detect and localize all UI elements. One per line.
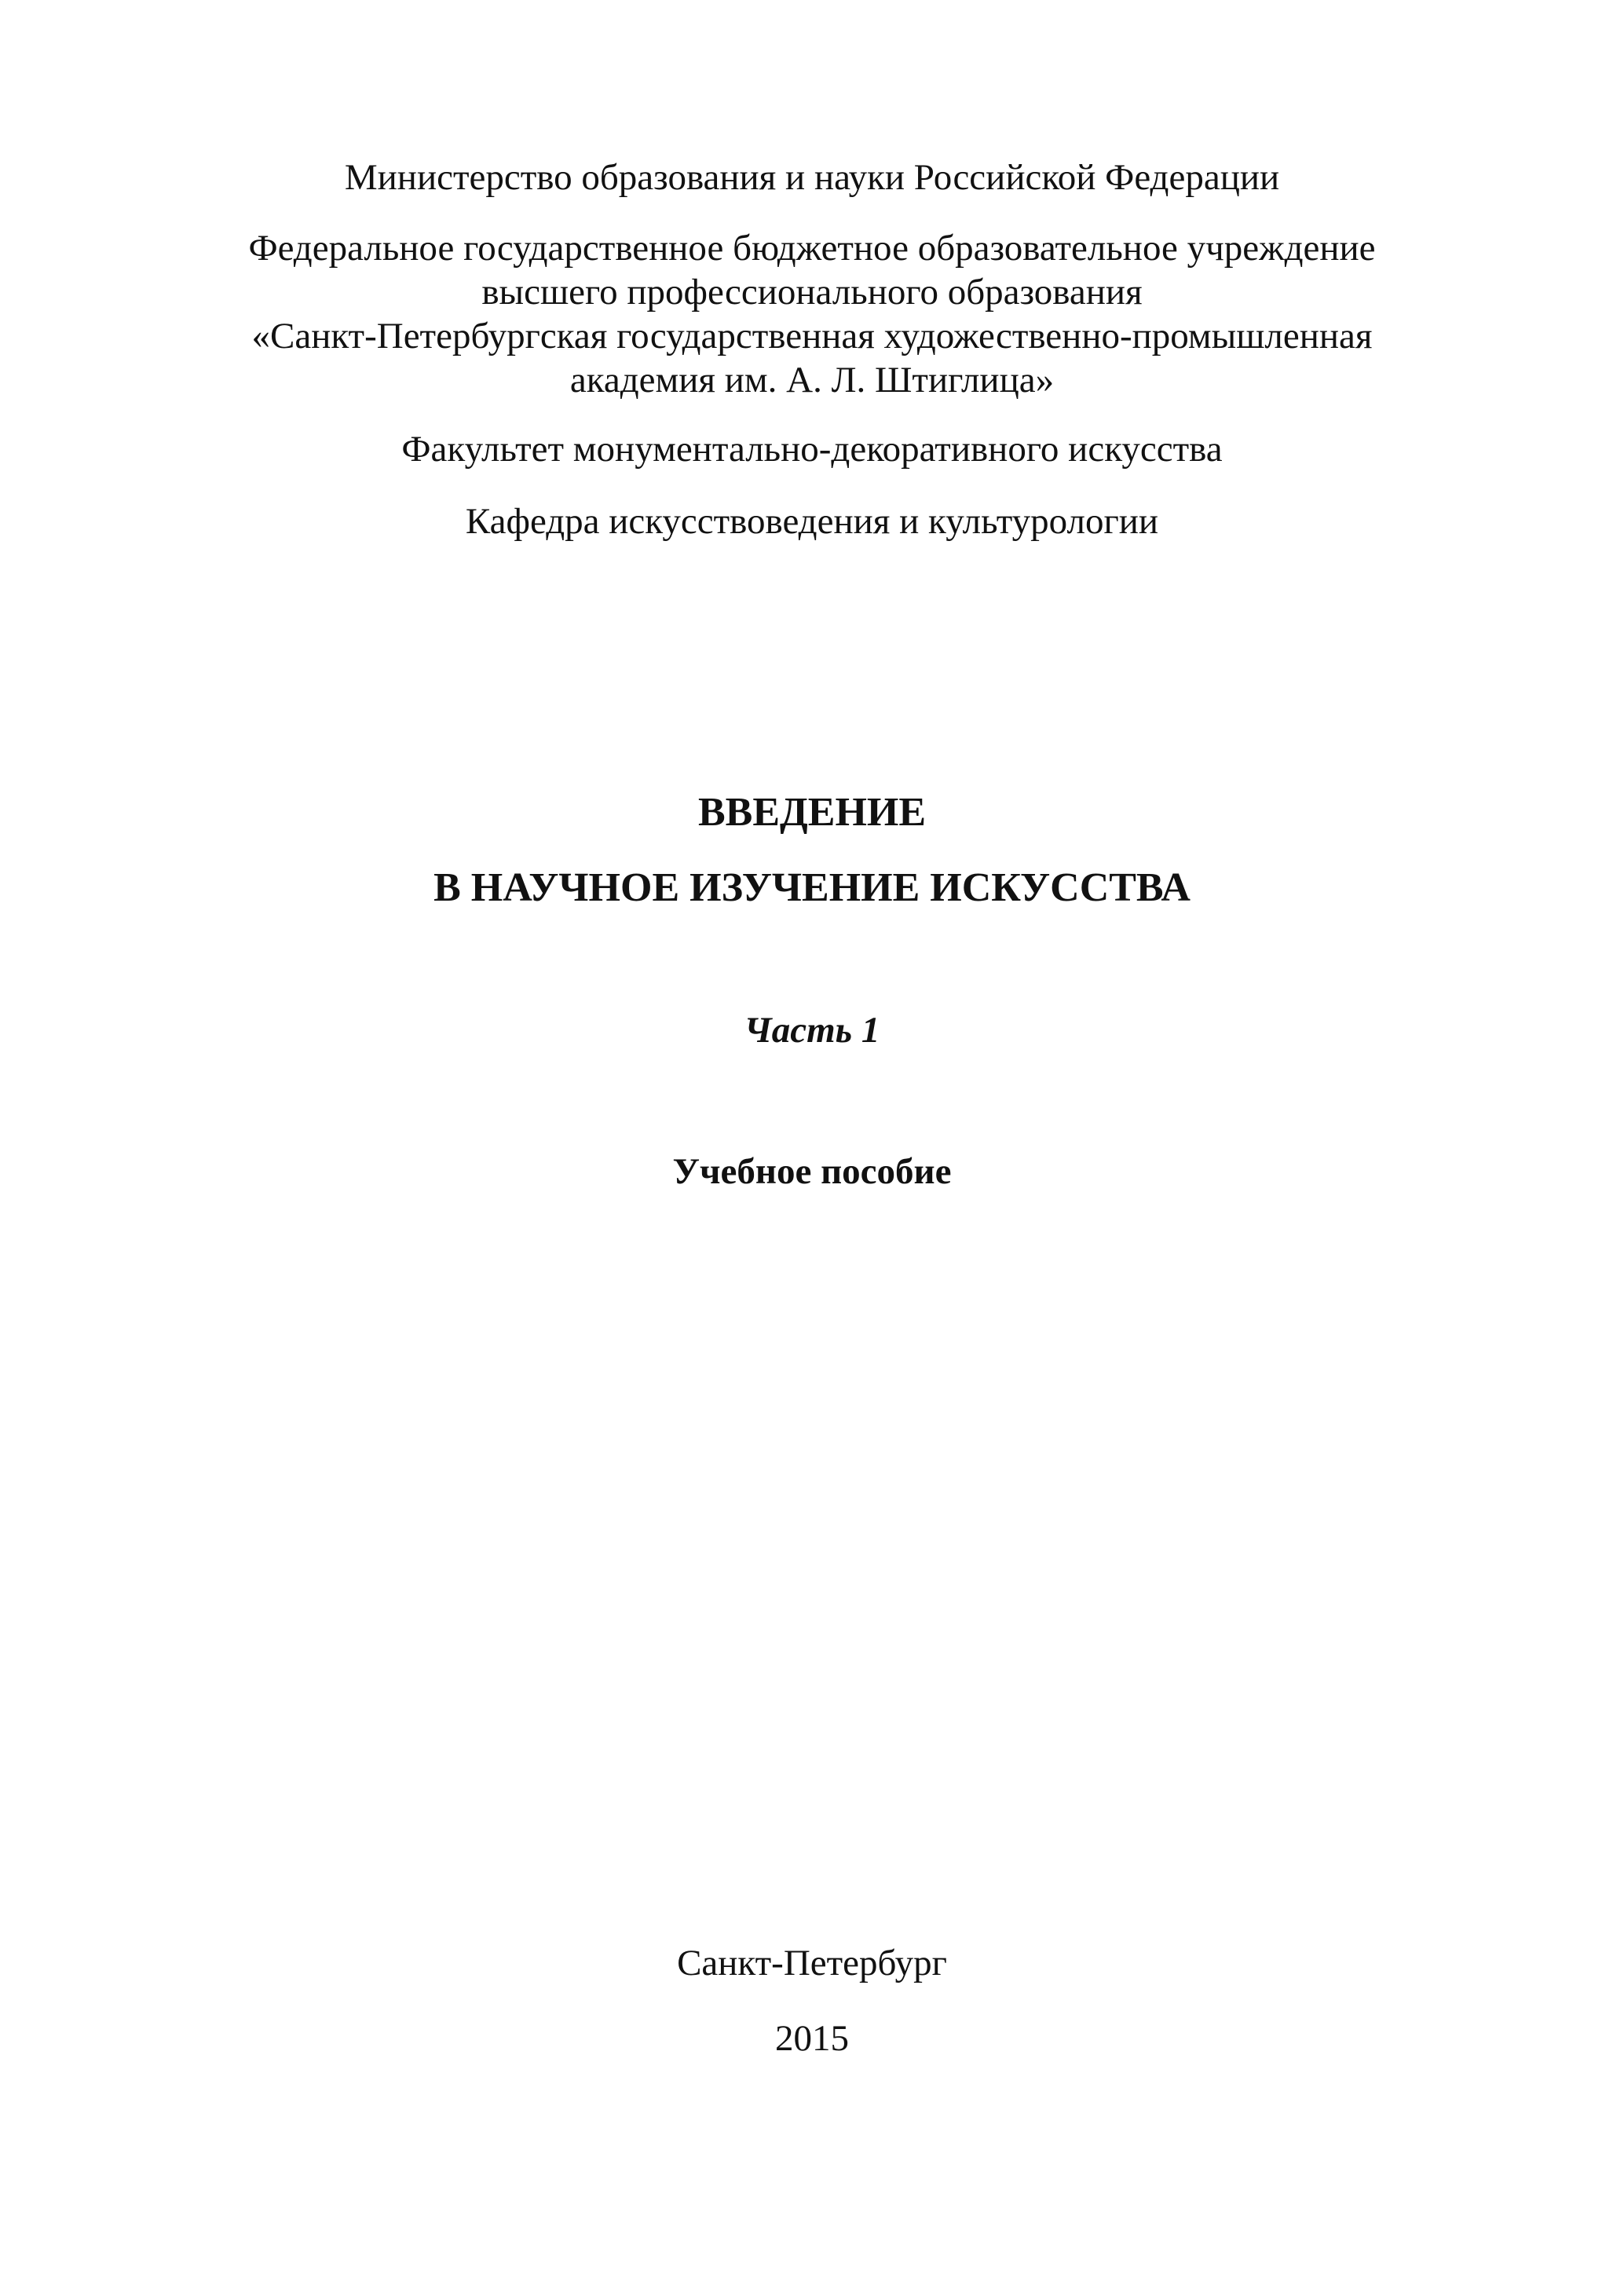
document-kind: Учебное пособие (672, 1151, 952, 1192)
faculty-line: Факультет монументально-декоративного искусства (401, 429, 1223, 470)
institution-line-4: академия им. А. Л. Штиглица» (569, 360, 1055, 400)
title-line-2: В НАУЧНОЕ ИЗУЧЕНИЕ ИСКУССТВА (433, 865, 1191, 910)
part-label: Часть 1 (744, 1010, 880, 1051)
ministry-line: Министерство образования и науки Российской Федерации (344, 157, 1280, 198)
institution-line-1: Федеральное государственное бюджетное образовательное учреждение (248, 228, 1376, 269)
institution-line-2: высшего профессионального образования (481, 272, 1143, 313)
publication-year: 2015 (775, 2018, 849, 2059)
publication-city: Санкт-Петербург (677, 1943, 947, 1983)
title-line-1: ВВЕДЕНИЕ (697, 790, 927, 835)
department-line: Кафедра искусствоведения и культурологии (465, 501, 1159, 542)
institution-line-3: «Санкт-Петербургская государственная художественно-промышленная (251, 316, 1373, 356)
